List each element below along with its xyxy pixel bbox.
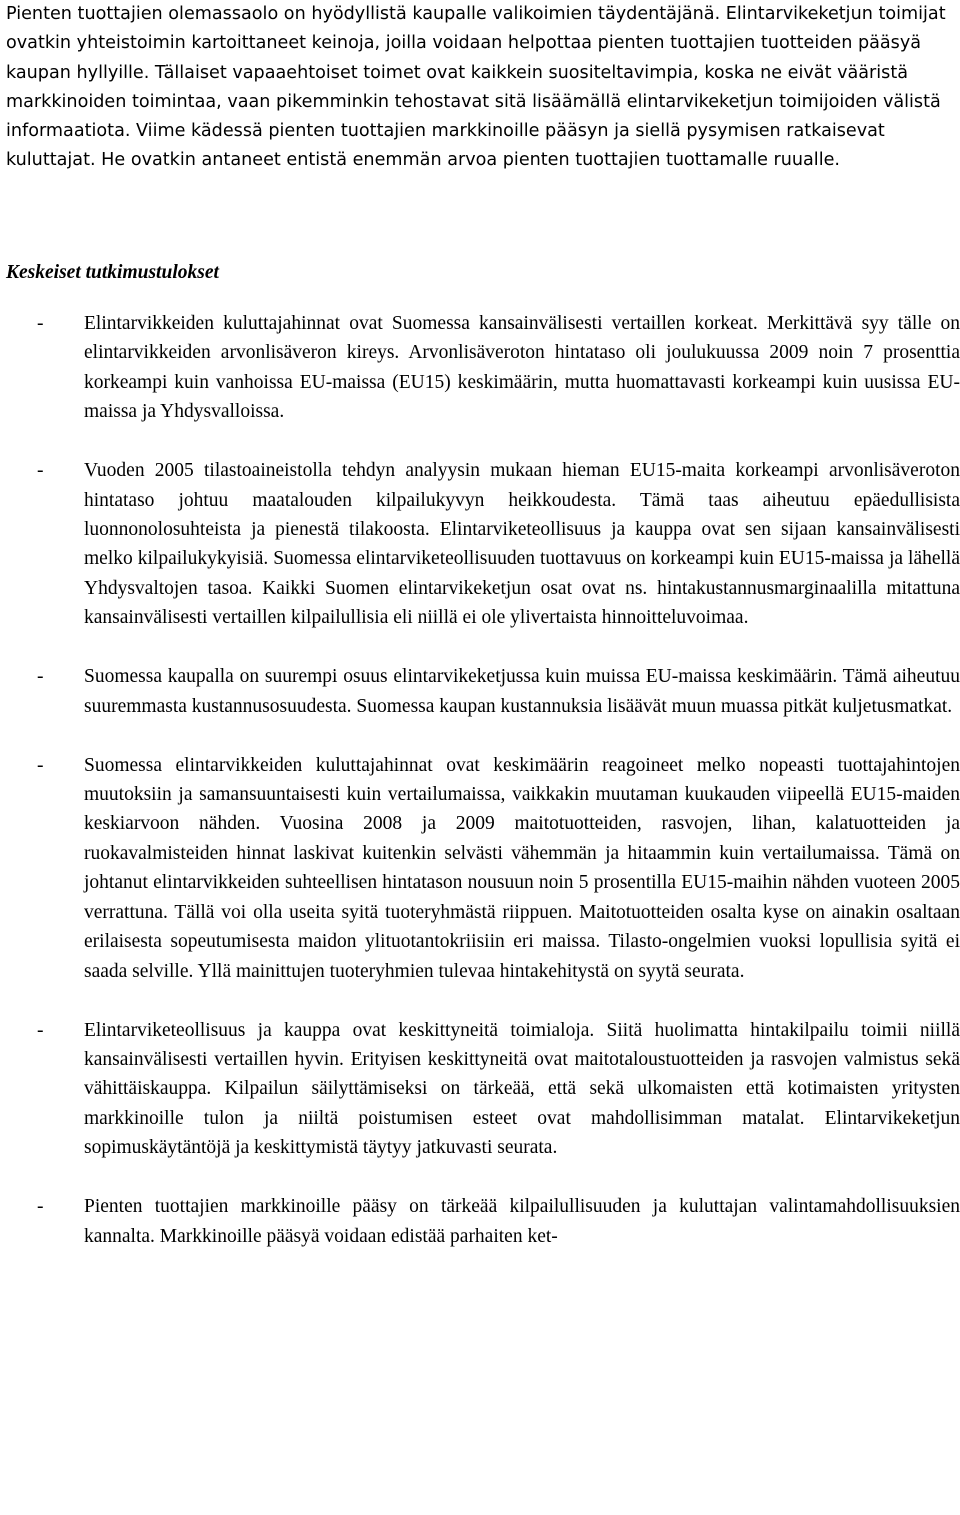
bullet-dash: - [37, 1019, 44, 1041]
bullet-dash: - [37, 666, 44, 688]
finding-text: Elintarviketeollisuus ja kauppa ovat keskittyneitä toimialoja. Siitä huolimatta hintakilpailu toimii niillä kansainvälisesti vertaillen hyvin. Erityisen keskittyneitä ovat maitotaloustuotteiden ja rasvojen valmistus sekä vähittäiskauppa. Kilpailun säilyttämiseksi on tärkeää, että sekä ulkomaisten että kotimaisten yritysten markkinoille tulon ja niiltä poistumisen esteet ovat mahdollisimman matalat. Elintarvikeketjun sopimuskäytäntöjä ja keskittymistä täytyy jatkuvasti seurata. [84, 1019, 960, 1159]
finding-text: Suomessa kaupalla on suurempi osuus elintarvikeketjussa kuin muissa EU-maissa keskimäärin. Tämä aiheutuu suuremmasta kustannusosuudesta. Suomessa kaupan kustannuksia lisäävät muun muassa pitkät kuljetusmatkat. [84, 666, 960, 717]
list-item [6, 456, 960, 632]
document-page [6, 0, 960, 1247]
bullet-dash: - [37, 460, 44, 482]
finding-text: Vuoden 2005 tilastoaineistolla tehdyn analyysin mukaan hieman EU15-maita korkeampi arvonlisäveroton hintataso johtuu maatalouden kilpailukyvyn heikkoudesta. Tämä taas aiheutuu epäedullisista luonnonolosuhteista ja pienestä tilakoosta. Elintarviketeollisuus ja kauppa ovat sen sijaan kansainvälisesti melko kilpailukykyisiä. Suomessa elintarviketeollisuuden tuottavuus on korkeampi kuin EU15-maissa ja lähellä Yhdysvaltojen tasoa. Kaikki Suomen elintarvikeketjun osat ovat ns. hintakustannusmarginaalilla mitattuna kansainvälisesti vertaillen kilpailullisia eli niillä ei ole ylivertaista hinnoitteluvoimaa. [84, 460, 960, 629]
bullet-dash: - [37, 754, 44, 776]
finding-text: Suomessa elintarvikkeiden kuluttajahinnat ovat keskimäärin reagoineet melko nopeasti tuottajahintojen muutoksiin ja samansuuntaisesti kuin vertailumaissa, vaikkakin muutaman kuukauden viipeellä EU15-maiden keskiarvoon nähden. Vuosina 2008 ja 2009 maitotuotteiden, rasvojen, lihan, kalatuotteiden ja ruokavalmisteiden hinnat laskivat kuitenkin selvästi vähemmän ja hitaammin kuin vertailumaissa. Tämä on johtanut elintarvikkeiden suhteellisen hintatason nousuun noin 5 prosentilla EU15-maihin nähden vuoteen 2005 verrattuna. Tällä voi olla useita syitä tuoteryhmästä riippuen. Maitotuotteiden osalta kyse on ainakin osaltaan erilaisesta sopeutumisesta maidon ylituotantokriisiin eri maissa. Tilasto-ongelmien vuoksi lopullisia syitä ei saada selville. Yllä mainittujen tuoteryhmien tulevaa hintakehitystä on syytä seurata. [84, 754, 960, 982]
finding-text: Pienten tuottajien markkinoille pääsy on tärkeää kilpailullisuuden ja kuluttajan valintamahdollisuuksien kannalta. Markkinoille pääsyä voidaan edistää parhaiten ket- [84, 1196, 960, 1247]
list-item [6, 662, 960, 721]
list-item [6, 309, 960, 427]
list-item [6, 751, 960, 986]
bullet-dash: - [37, 313, 44, 334]
findings-list [6, 309, 960, 1281]
list-item [6, 1192, 960, 1251]
section-heading: Keskeiset tutkimustulokset [6, 262, 219, 283]
intro-paragraph: Pienten tuottajien olemassaolo on hyödyllistä kaupalle valikoimien täydentäjänä. Elintarvikeketjun toimijat ovatkin yhteistoimin kartoittaneet keinoja, joilla voidaan helpottaa pienten tuottajien tuotteiden pääsyä kaupan hyllyille. Tällaiset vapaaehtoiset toimet ovat kaikkein suositeltavimpia, koska ne eivät vääristä markkinoiden toimintaa, vaan pikemminkin tehostavat sitä lisäämällä elintarvikeketjun toimijoiden välistä informaatiota. Viime kädessä pienten tuottajien markkinoille pääsyn ja siellä pysymisen ratkaisevat kuluttajat. He ovatkin antaneet entistä enemmän arvoa pienten tuottajien tuottamalle ruualle. [6, 4, 946, 171]
list-item [6, 1016, 960, 1163]
finding-text: Elintarvikkeiden kuluttajahinnat ovat Suomessa kansainvälisesti vertaillen korkeat. Merkittävä syy tälle on elintarvikkeiden arvonlisäveron kireys. Arvonlisäveroton hintataso oli joulukuussa 2009 noin 7 prosenttia korkeampi kuin vanhoissa EU-maissa (EU15) keskimäärin, mutta huomattavasti korkeampi kuin uusissa EU-maissa ja Yhdysvalloissa. [84, 313, 960, 423]
bullet-dash: - [37, 1196, 44, 1218]
